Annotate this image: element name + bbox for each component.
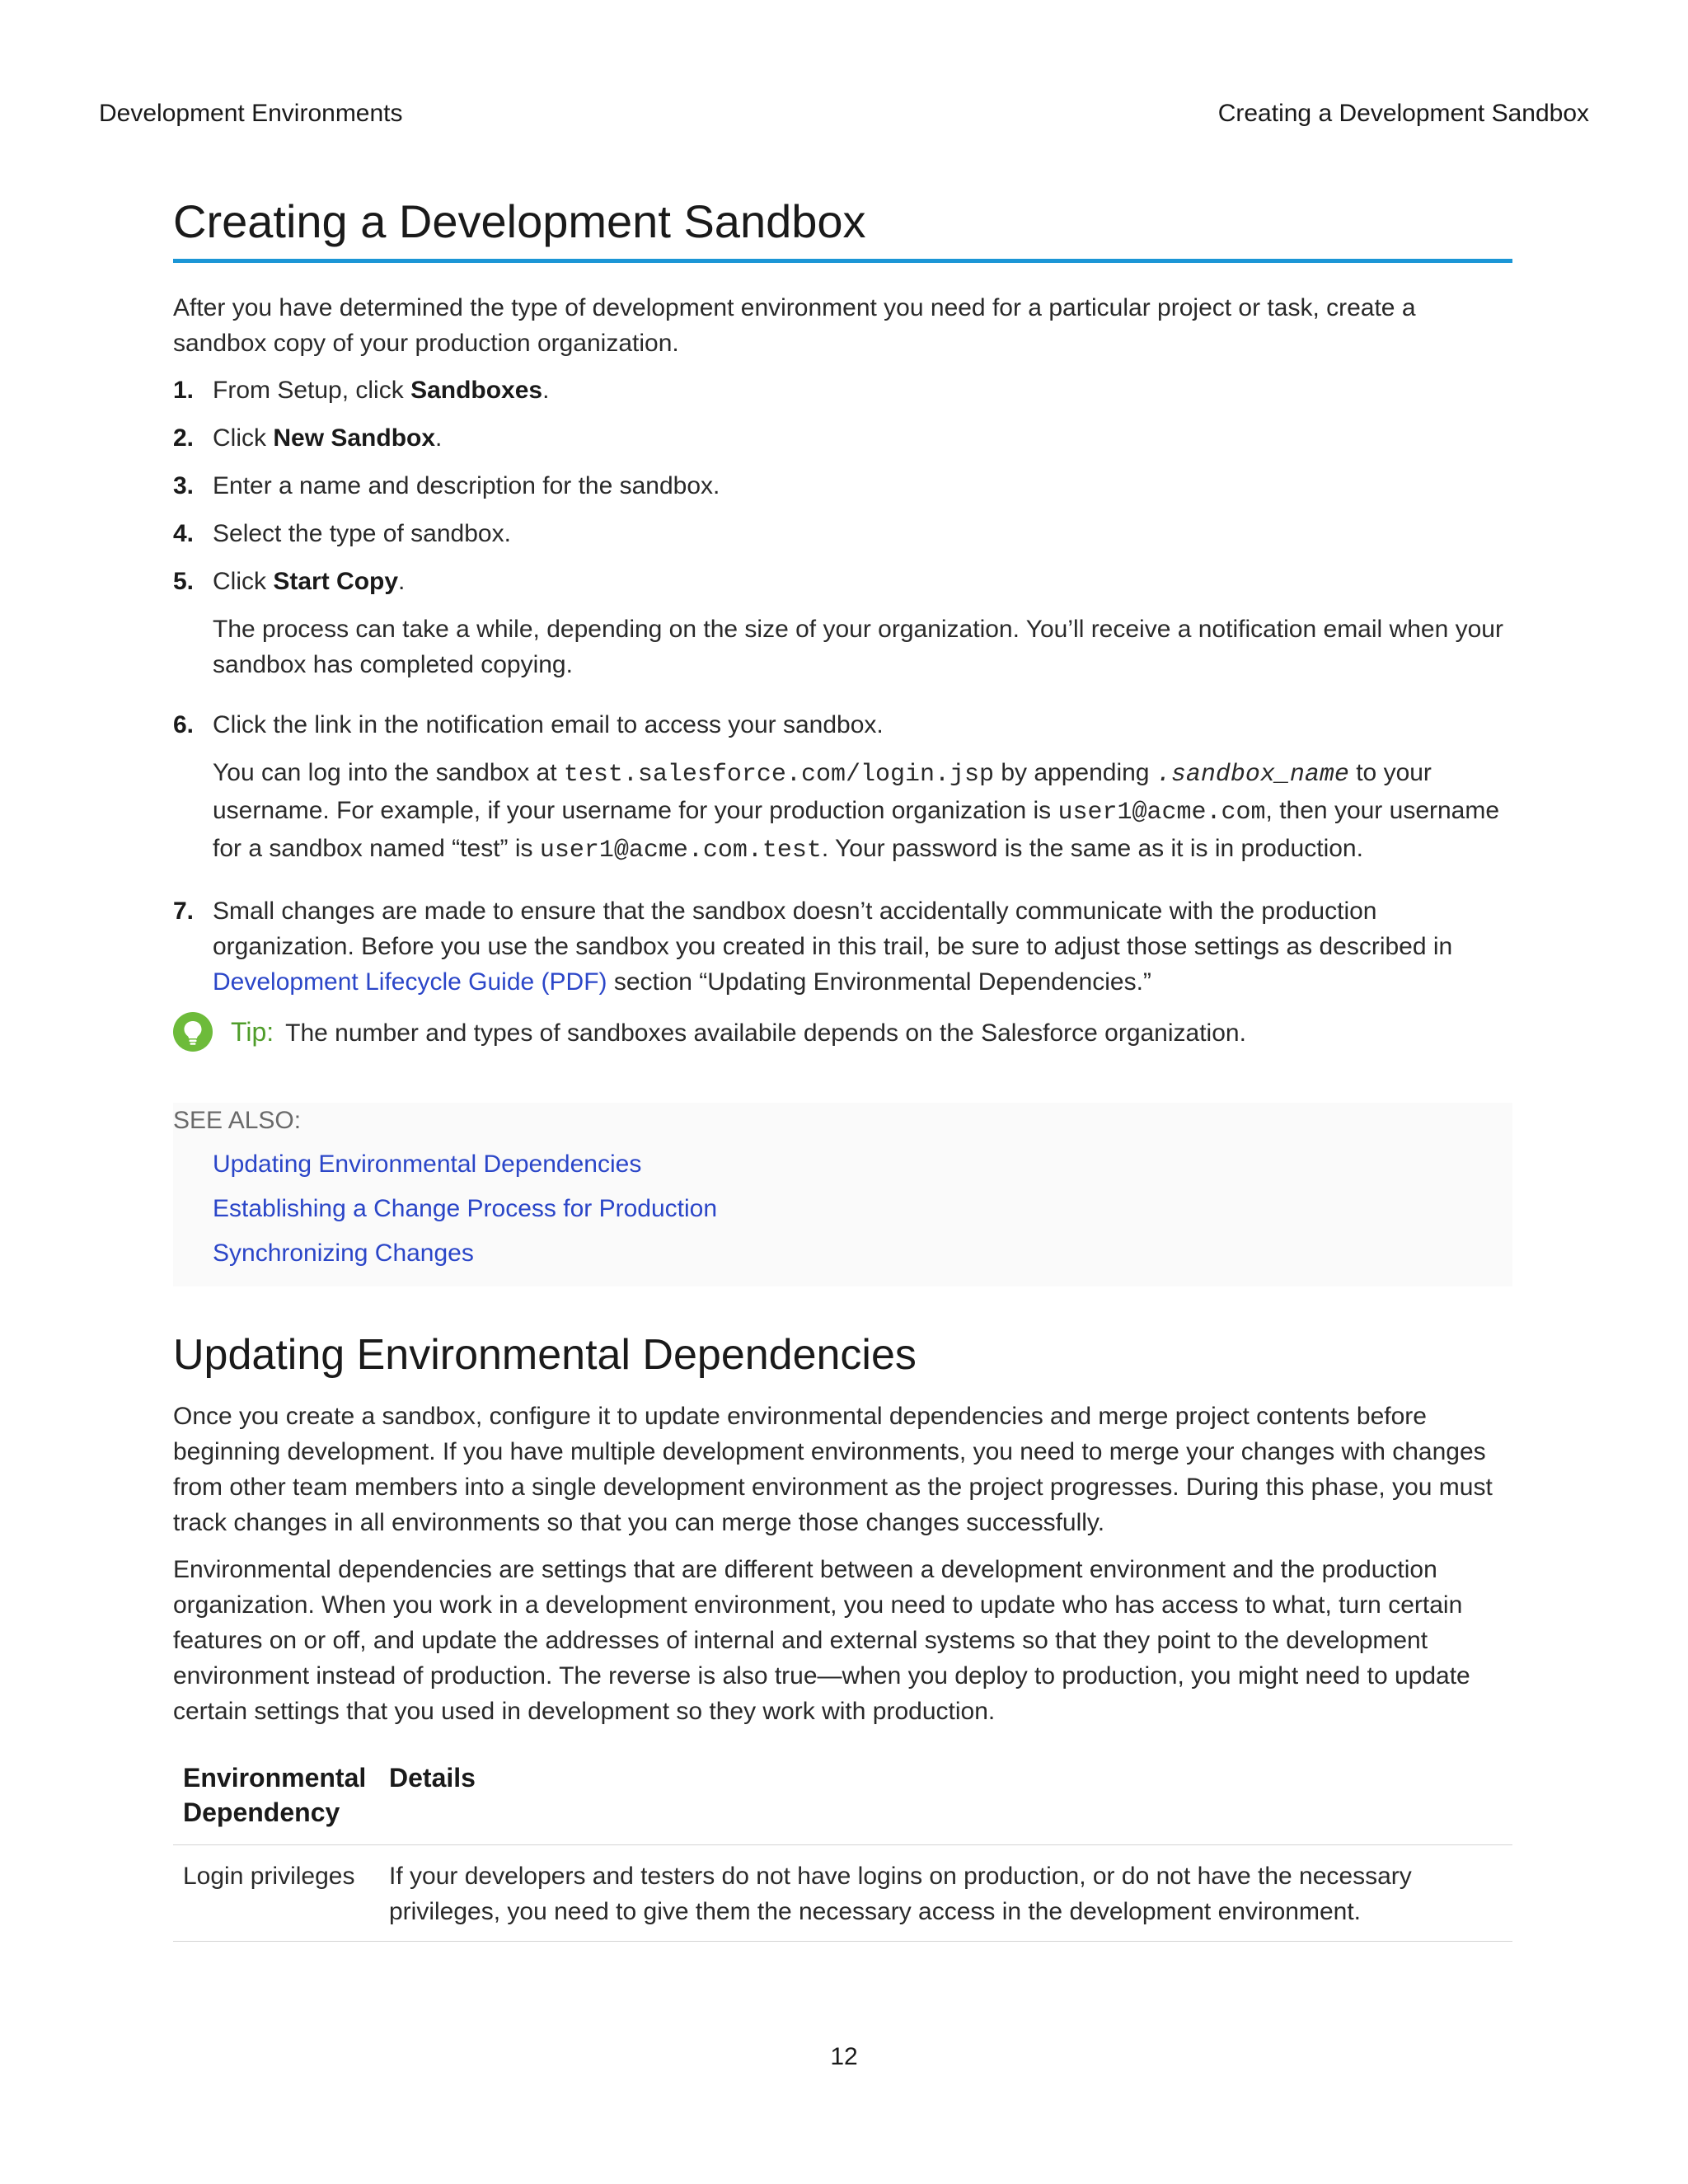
link-development-lifecycle-guide[interactable]: Development Lifecycle Guide (PDF)	[213, 968, 607, 996]
step-6	[173, 707, 1512, 869]
note-text: by appending	[993, 759, 1156, 786]
step-1	[173, 373, 1512, 408]
see-also-link-change-process[interactable]: Establishing a Change Process for Production	[213, 1195, 718, 1222]
step-text: Select the type of sandbox.	[213, 520, 511, 547]
step-text: Click	[213, 424, 274, 452]
sandbox-name-code: .sandbox_name	[1156, 761, 1349, 789]
step-text-end: .	[398, 568, 406, 595]
intro-paragraph: After you have determined the type of development environment you need for a particular project or task, create a sandbox copy of your production organization.	[173, 294, 1416, 357]
section-title-creating-sandbox: Creating a Development Sandbox	[173, 195, 866, 247]
step-number: 6.	[173, 711, 195, 738]
step-number: 4.	[173, 520, 195, 547]
step-4	[173, 516, 1512, 551]
sandbox-username-code: user1@acme.com.test	[539, 837, 822, 865]
step-text-end: .	[542, 377, 550, 404]
ui-label-start-copy: Start Copy	[273, 568, 399, 595]
step-number: 3.	[173, 472, 195, 499]
running-header-right: Creating a Development Sandbox	[1217, 100, 1589, 127]
note-text: to your username. For example, if your username for your production organization is	[213, 759, 1432, 824]
step-text: Click	[213, 568, 274, 595]
column-header-details: Details	[379, 1760, 1512, 1845]
step-5-note: The process can take a while, depending on the size of your organization. You’ll receive a notification email when your sandbox has completed copying.	[213, 616, 1503, 678]
see-also-link-synchronizing-changes[interactable]: Synchronizing Changes	[213, 1240, 474, 1267]
login-url-code: test.salesforce.com/login.jsp	[563, 761, 994, 789]
section-title-updating-dependencies: Updating Environmental Dependencies	[173, 1331, 917, 1379]
step-7	[173, 893, 1512, 1000]
step-5	[173, 564, 1512, 682]
see-also-link-updating-dependencies[interactable]: Updating Environmental Dependencies	[213, 1151, 642, 1178]
note-text: You can log into the sandbox at	[213, 759, 564, 786]
production-username-code: user1@acme.com	[1057, 799, 1266, 827]
step-text: Small changes are made to ensure that the sandbox doesn’t accidentally communicate with the production organization. Before you use the sandbox you created in this trail, be sure to adjust those settings as described in	[213, 898, 1453, 960]
ui-label-sandboxes: Sandboxes	[410, 377, 543, 404]
column-header-dependency: Environmental Dependency	[173, 1760, 379, 1845]
see-also-links	[173, 1146, 1512, 1271]
dependencies-table	[173, 1760, 1512, 1942]
running-header	[99, 97, 1589, 130]
ui-label-new-sandbox: New Sandbox	[273, 424, 436, 452]
step-6-note	[213, 755, 1512, 869]
steps-list	[173, 373, 1512, 1000]
page-content	[173, 190, 1512, 1942]
step-3	[173, 468, 1512, 504]
step-text: From Setup, click	[213, 377, 411, 404]
tip-label: Tip:	[231, 1017, 274, 1047]
step-number: 2.	[173, 424, 195, 452]
note-text: . Your password is the same as it is in production.	[821, 835, 1363, 862]
dependencies-paragraph-1: Once you create a sandbox, configure it to update environmental dependencies and merge project contents before beginning development. If you have multiple development environments, you need to merge your changes with changes from other team members into a single development environment as the project progresses. During this phase, you must track changes in all environments so that you can merge those changes successfully.	[173, 1403, 1493, 1536]
title-rule	[173, 259, 1512, 263]
step-text: Click the link in the notification email to access your sandbox.	[213, 711, 884, 738]
dependencies-paragraph-2: Environmental dependencies are settings that are different between a development environment and the production organization. When you work in a development environment, you need to update who has access to what, turn certain features on or off, and update the addresses of internal and external systems so that they point to the development environment instead of production. The reverse is also true—when you deploy to production, you might need to update certain settings that you used in development so they work with production.	[173, 1556, 1470, 1725]
table-row	[173, 1845, 1512, 1942]
table-header-row	[173, 1760, 1512, 1845]
step-number: 5.	[173, 568, 195, 595]
lightbulb-icon	[173, 1012, 213, 1052]
tip-callout	[173, 1012, 1512, 1053]
page-number: 12	[830, 2043, 858, 2070]
step-number: 1.	[173, 377, 195, 404]
tip-text: The number and types of sandboxes availabile depends on the Salesforce organization.	[285, 1019, 1246, 1047]
running-header-left: Development Environments	[99, 100, 403, 127]
table-cell-details: If your developers and testers do not have logins on production, or do not have the necessary privileges, you need to give them the necessary access in the development environment.	[379, 1845, 1512, 1942]
step-text: Enter a name and description for the sandbox.	[213, 472, 720, 499]
step-2	[173, 420, 1512, 456]
table-cell-dependency: Login privileges	[173, 1845, 379, 1942]
step-text-end: .	[435, 424, 443, 452]
see-also-block	[173, 1103, 1512, 1286]
step-text-end: section “Updating Environmental Dependencies.”	[607, 968, 1151, 996]
note-text: , then your username for a sandbox named “test” is	[213, 797, 1500, 862]
see-also-label: SEE ALSO:	[173, 1107, 302, 1134]
step-number: 7.	[173, 898, 195, 925]
